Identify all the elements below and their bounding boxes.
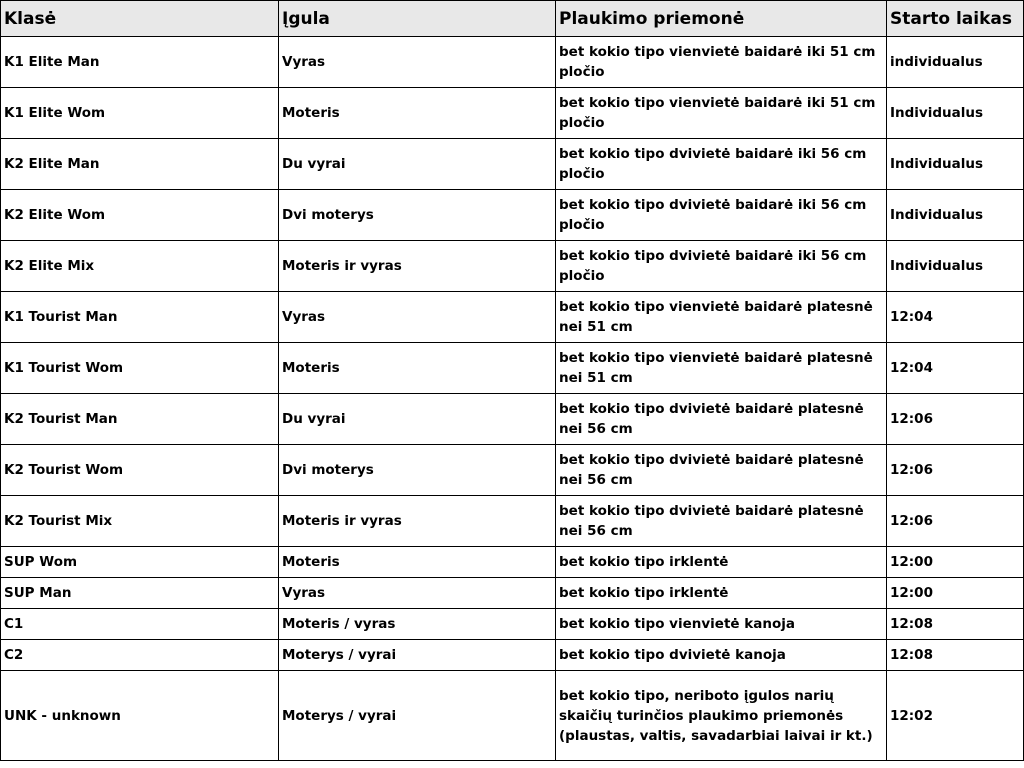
cell-plaukimo-priemone: bet kokio tipo irklentė [556,578,887,609]
cell-plaukimo-priemone: bet kokio tipo vienvietė baidarė iki 51 cm pločio [556,88,887,139]
cell-plaukimo-priemone: bet kokio tipo dvivietė baidarė iki 56 cm pločio [556,190,887,241]
table-row [1,578,1024,609]
cell-starto-laikas: Individualus [887,88,1024,139]
cell-starto-laikas: 12:06 [887,394,1024,445]
table-row [1,394,1024,445]
table-row [1,37,1024,88]
cell-igula: Vyras [279,578,556,609]
cell-starto-laikas: Individualus [887,241,1024,292]
cell-igula: Moterys / vyrai [279,671,556,761]
table-row [1,190,1024,241]
cell-klase: UNK - unknown [1,671,279,761]
table-row [1,496,1024,547]
table-body [1,37,1024,761]
cell-plaukimo-priemone: bet kokio tipo dvivietė baidarė platesnė nei 56 cm [556,394,887,445]
table-row [1,640,1024,671]
cell-igula: Moteris ir vyras [279,496,556,547]
cell-plaukimo-priemone: bet kokio tipo dvivietė kanoja [556,640,887,671]
cell-plaukimo-priemone: bet kokio tipo vienvietė baidarė platesnė nei 51 cm [556,292,887,343]
cell-klase: K1 Elite Wom [1,88,279,139]
table-row [1,292,1024,343]
cell-igula: Moteris / vyras [279,609,556,640]
cell-starto-laikas: 12:08 [887,640,1024,671]
cell-klase: K2 Elite Wom [1,190,279,241]
table-row [1,241,1024,292]
cell-klase: SUP Wom [1,547,279,578]
cell-plaukimo-priemone: bet kokio tipo dvivietė baidarė iki 56 cm pločio [556,241,887,292]
cell-plaukimo-priemone: bet kokio tipo irklentė [556,547,887,578]
cell-igula: Du vyrai [279,139,556,190]
column-header-igula: Įgula [279,1,556,37]
cell-igula: Du vyrai [279,394,556,445]
cell-starto-laikas: Individualus [887,139,1024,190]
cell-starto-laikas: individualus [887,37,1024,88]
cell-starto-laikas: 12:02 [887,671,1024,761]
cell-plaukimo-priemone: bet kokio tipo vienvietė baidarė platesnė nei 51 cm [556,343,887,394]
cell-starto-laikas: 12:06 [887,445,1024,496]
cell-klase: K1 Tourist Wom [1,343,279,394]
table-row [1,671,1024,761]
cell-igula: Vyras [279,37,556,88]
table-row [1,343,1024,394]
cell-igula: Moteris ir vyras [279,241,556,292]
cell-plaukimo-priemone: bet kokio tipo vienvietė kanoja [556,609,887,640]
cell-igula: Moterys / vyrai [279,640,556,671]
cell-plaukimo-priemone: bet kokio tipo, neriboto įgulos narių skaičių turinčios plaukimo priemonės (plaustas, valtis, savadarbiai laivai ir kt.) [556,671,887,761]
cell-klase: K2 Tourist Wom [1,445,279,496]
cell-igula: Dvi moterys [279,445,556,496]
cell-starto-laikas: 12:08 [887,609,1024,640]
column-header-starto-laikas: Starto laikas [887,1,1024,37]
cell-starto-laikas: 12:04 [887,343,1024,394]
cell-starto-laikas: 12:04 [887,292,1024,343]
table-row [1,88,1024,139]
cell-plaukimo-priemone: bet kokio tipo dvivietė baidarė iki 56 cm pločio [556,139,887,190]
cell-plaukimo-priemone: bet kokio tipo dvivietė baidarė platesnė nei 56 cm [556,445,887,496]
cell-klase: K2 Tourist Man [1,394,279,445]
cell-klase: K2 Tourist Mix [1,496,279,547]
table-header-row [1,1,1024,37]
column-header-plaukimo-priemone: Plaukimo priemonė [556,1,887,37]
table-row [1,547,1024,578]
cell-starto-laikas: 12:00 [887,578,1024,609]
cell-plaukimo-priemone: bet kokio tipo dvivietė baidarė platesnė nei 56 cm [556,496,887,547]
cell-igula: Vyras [279,292,556,343]
table-row [1,139,1024,190]
cell-klase: K1 Elite Man [1,37,279,88]
cell-igula: Moteris [279,547,556,578]
cell-klase: SUP Man [1,578,279,609]
cell-starto-laikas: Individualus [887,190,1024,241]
cell-plaukimo-priemone: bet kokio tipo vienvietė baidarė iki 51 cm pločio [556,37,887,88]
cell-klase: K2 Elite Man [1,139,279,190]
cell-igula: Moteris [279,343,556,394]
table-row [1,445,1024,496]
table-row [1,609,1024,640]
cell-starto-laikas: 12:06 [887,496,1024,547]
column-header-klase: Klasė [1,1,279,37]
cell-klase: C1 [1,609,279,640]
cell-igula: Dvi moterys [279,190,556,241]
cell-klase: K1 Tourist Man [1,292,279,343]
cell-starto-laikas: 12:00 [887,547,1024,578]
cell-klase: C2 [1,640,279,671]
cell-igula: Moteris [279,88,556,139]
cell-klase: K2 Elite Mix [1,241,279,292]
